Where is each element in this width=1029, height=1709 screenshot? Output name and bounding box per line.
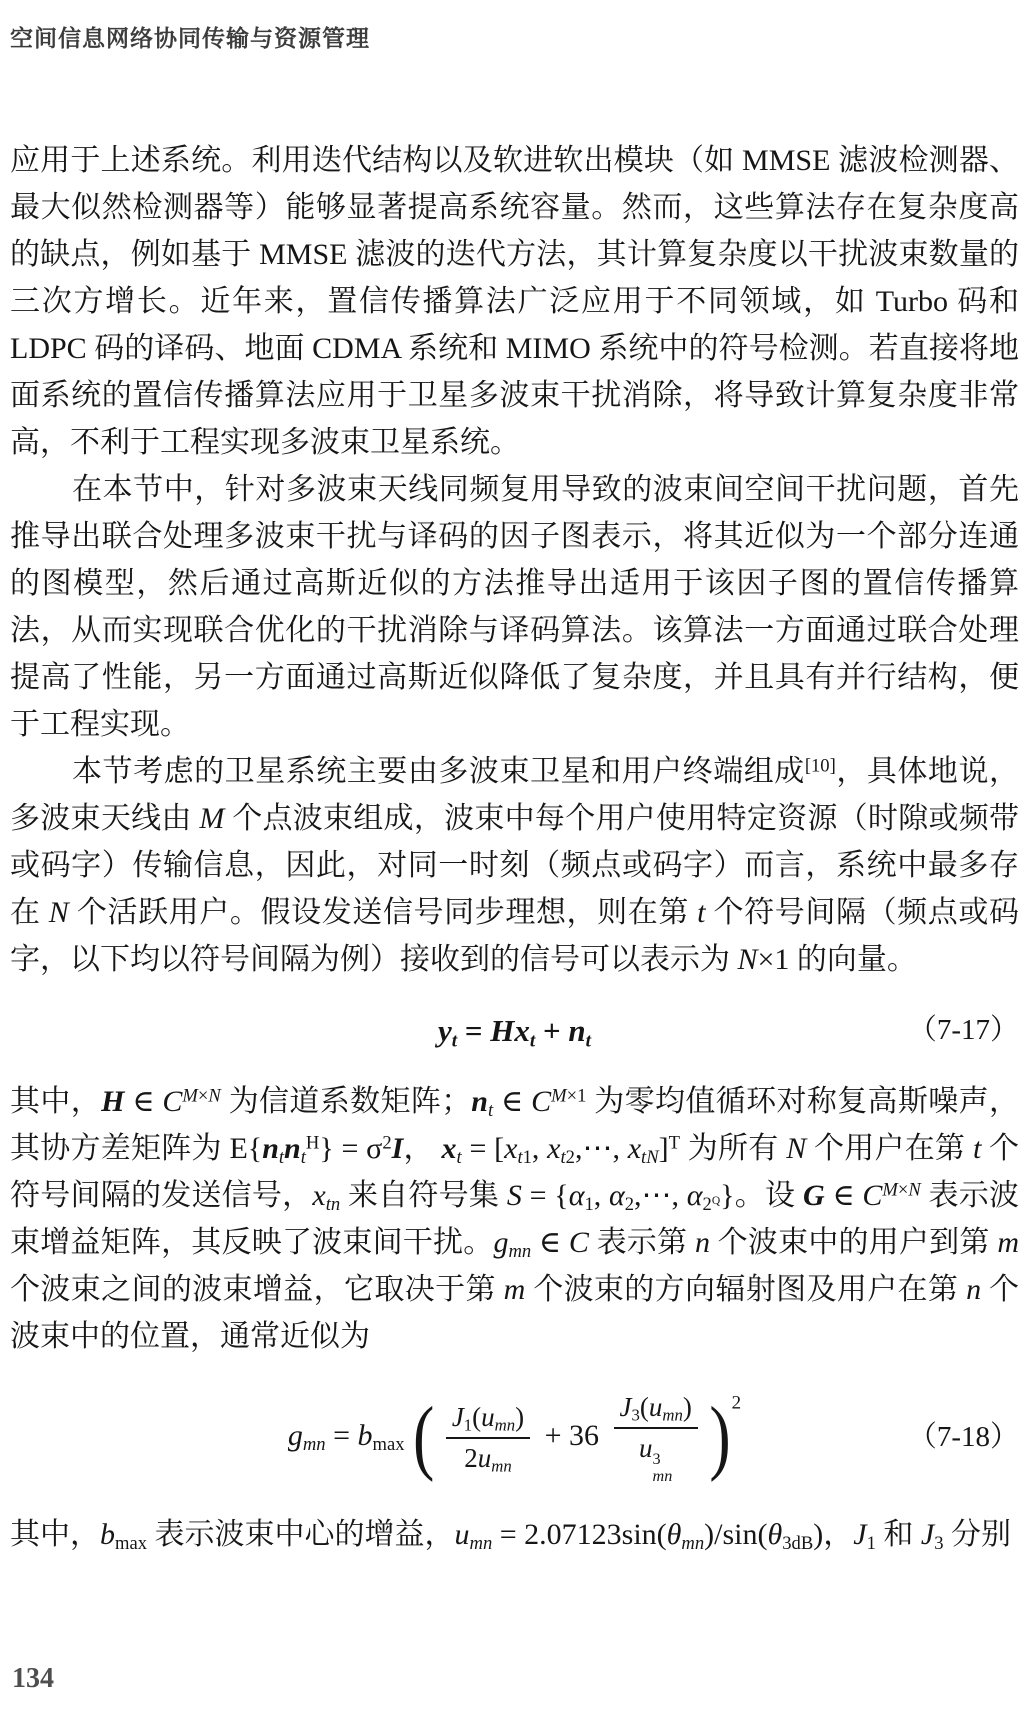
- page-body: [10, 137, 1019, 1558]
- equation-7-17-label: （7-17）: [907, 1014, 1019, 1046]
- paragraph-5: 其中，$b_{max}$ 表示波束中心的增益，$u_{mn} = 2.07123\sin(\theta_{mn})/\sin(\theta_{3dB})$，$J_1$ 和 $J_3$ 分别: [10, 1518, 1011, 1555]
- equation-7-18-expression: [128, 1390, 901, 1485]
- running-head-title: 空间信息网络协同传输与资源管理: [10, 26, 370, 52]
- fraction-2-numerator: $J_3(u_{mn})$: [619, 1392, 692, 1425]
- fraction-2: [614, 1390, 698, 1485]
- paragraph-1: 应用于上述系统。利用迭代结构以及软进软出模块（如 MMSE 滤波检测器、最大似然检测器等）能够显著提高系统容量。然而，这些算法存在复杂度高的缺点，例如基于 MMSE 滤波的迭代方法，其计算复杂度以干扰波束数量的三次方增长。近年来，置信传播算法广泛应用于不同领域，如 Turbo 码和 LDPC 码的译码、地面 CDMA 系统和 MIMO 系统中的符号检测。若直接将地面系统的置信传播算法应用于卫星多波束干扰消除，将导致计算复杂度非常高，不利于工程实现多波束卫星系统。: [10, 144, 1019, 459]
- fraction-1-numerator: $J_1(u_{mn})$: [451, 1401, 525, 1435]
- fraction-1-denominator: $2u_{mn}$: [446, 1437, 530, 1476]
- page-number: 134: [12, 1663, 54, 1694]
- squared-exponent: 2: [731, 1392, 742, 1414]
- equation-7-18-label: （7-18）: [907, 1421, 1019, 1454]
- plus-coefficient: + 36: [544, 1418, 600, 1452]
- paragraph-3: 本节考虑的卫星系统主要由多波束卫星和用户终端组成[10]，具体地说，多波束天线由 M 个点波束组成，波束中每个用户使用特定资源（时隙或频带或码字）传输信息，因此，对同一时刻（频点或码字）而言，系统中最多存在 N 个活跃用户。假设发送信号同步理想，则在第 t 个符号间隔（频点或码字，以下均以符号间隔为例）接收到的信号可以表示为 N×1 的向量。: [10, 755, 1020, 976]
- paragraph-2: 在本节中，针对多波束天线同频复用导致的波束间空间干扰问题，首先推导出联合处理多波束干扰与译码的因子图表示，将其近似为一个部分连通的图模型，然后通过高斯近似的方法推导出适用于该因子图的置信传播算法，从而实现联合优化的干扰消除与译码算法。该算法一方面通过联合处理提高了性能，另一方面通过高斯近似降低了复杂度，并且具有并行结构，便于工程实现。: [10, 473, 1019, 741]
- right-paren: ): [709, 1390, 731, 1483]
- fraction-2-denominator: u 3 mn: [614, 1427, 698, 1485]
- equation-7-17: [10, 1007, 1019, 1054]
- equation-7-18-lhs: $g_{mn} = b_{max}$: [287, 1418, 405, 1455]
- fraction-1: [446, 1400, 530, 1476]
- equation-7-18: [10, 1390, 1019, 1485]
- paragraph-4: 其中，H ∈ $C^{M\times N}$ 为信道系数矩阵；$n_t$ ∈ $C^{M\times 1}$ 为零均值循环对称复高斯噪声，其协方差矩阵为 $E\{n_tn_t^H\} = \sigma^2I$， $x_t = [x_{t1}$, $x_{t2},\cdots$, $x_{tN}]^T$ 为所有 N 个用户在第 t 个符号间隔的发送信号，$x_{tn}$ 来自符号集 $S = \{\alpha_1$, $\alpha_2,\cdots$, $\alpha_{2^Q}$}。设 G ∈ $C^{M\times N}$ 表示波束增益矩阵，其反映了波束间干扰。$g_{mn}$ ∈ C 表示第 n 个波束中的用户到第 m 个波束之间的波束增益，它取决于第 m 个波束的方向辐射图及用户在第 n 个波束中的位置，通常近似为: [10, 1085, 1020, 1353]
- left-paren: (: [413, 1390, 435, 1483]
- equation-7-17-expression: $y_t = Hx_t + n_t$: [437, 1013, 591, 1052]
